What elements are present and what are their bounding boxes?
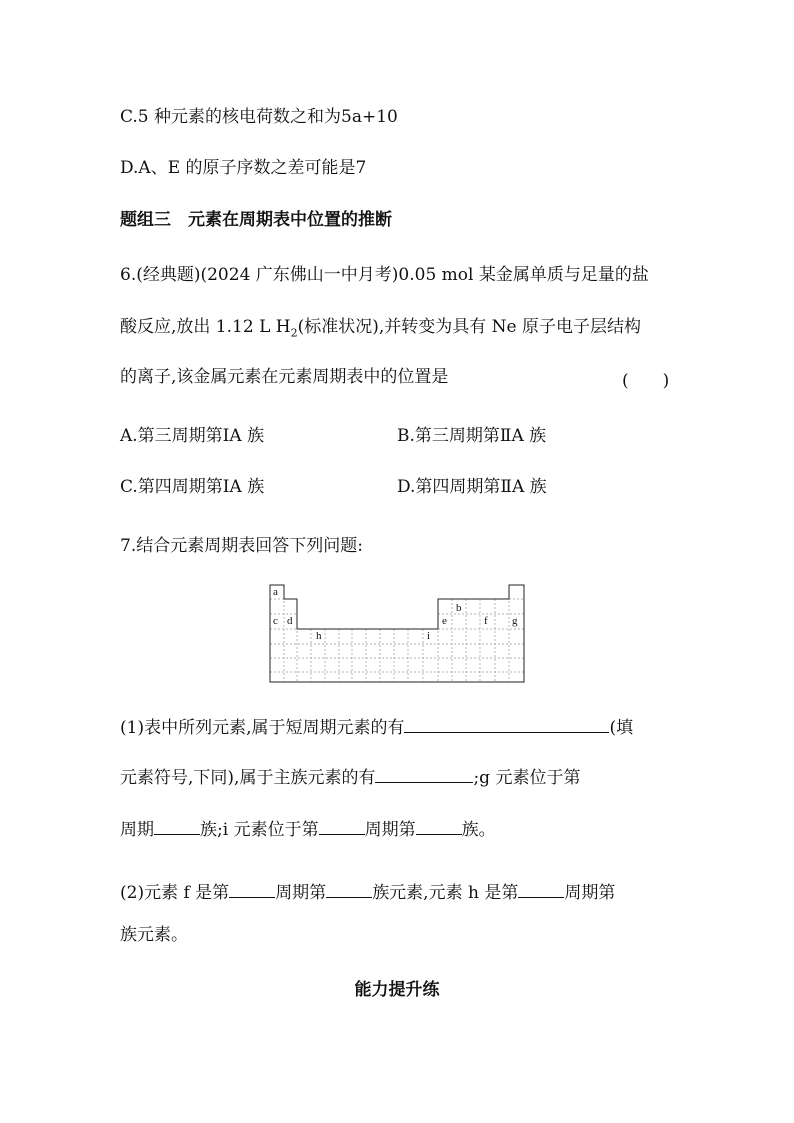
- p2-text-a2: 周期第: [275, 883, 327, 903]
- p1-text-c2: 族;i 元素位于第: [200, 820, 319, 840]
- p1-text-c1: 周期: [120, 820, 154, 840]
- p1-text-c3: 周期第: [364, 820, 416, 840]
- periodic-table-diagram: [266, 582, 528, 686]
- table-dashed-grid: [270, 585, 524, 682]
- answer-blank[interactable]: [154, 818, 200, 835]
- option-c-line: C.5 种元素的核电荷数之和为5a+10: [120, 107, 398, 127]
- answer-blank[interactable]: [375, 766, 473, 783]
- section-heading: 能力提升练: [354, 980, 440, 1000]
- p1-text-c4: 族。: [461, 820, 496, 840]
- option-d-line: D.A、E 的原子序数之差可能是7: [120, 158, 367, 178]
- p1-text-b2: ;g 元素位于第: [473, 768, 581, 788]
- answer-blank[interactable]: [326, 881, 372, 898]
- element-h: h: [316, 630, 322, 642]
- element-b: b: [456, 602, 462, 614]
- q7-part1-line3: [120, 818, 496, 841]
- q6-line-2: [120, 316, 641, 344]
- q7-part1-line1: [120, 716, 633, 739]
- answer-blank[interactable]: [518, 881, 564, 898]
- p2-text-a3: 族元素,元素 h 是第: [372, 883, 519, 903]
- q7-part1-line2: [120, 766, 580, 789]
- h2-subscript: 2: [290, 326, 298, 340]
- table-outline: [270, 585, 524, 682]
- p1-text-a2: (填: [609, 718, 634, 738]
- q6-option-b: B.第三周期第ⅡA 族: [397, 426, 547, 446]
- element-i: i: [427, 630, 431, 642]
- q6-option-c: C.第四周期第ⅠA 族: [120, 477, 265, 497]
- p2-text-a4: 周期第: [564, 883, 616, 903]
- p2-text-a1: (2)元素 f 是第: [120, 883, 230, 903]
- element-c: c: [273, 615, 278, 627]
- q6-option-a: A.第三周期第ⅠA 族: [120, 426, 265, 446]
- answer-paren: ( ): [622, 371, 670, 391]
- q6-line-2a: 酸反应,放出 1.12 L H: [120, 317, 291, 337]
- q7-part2-line1: [120, 881, 615, 904]
- answer-blank[interactable]: [319, 818, 365, 835]
- q7-part2-line2: 族元素。: [120, 925, 188, 945]
- group-heading: 题组三 元素在周期表中位置的推断: [120, 210, 392, 230]
- q6-line-1: 6.(经典题)(2024 广东佛山一中月考)0.05 mol 某金属单质与足量的盐: [120, 265, 649, 285]
- p1-text-b1: 元素符号,下同),属于主族元素的有: [120, 768, 376, 788]
- q6-line-2b: (标准状况),并转变为具有 Ne 原子电子层结构: [297, 317, 642, 337]
- answer-blank[interactable]: [229, 881, 275, 898]
- element-e: e: [442, 615, 447, 627]
- answer-blank[interactable]: [404, 716, 609, 733]
- p1-text-a: (1)表中所列元素,属于短周期元素的有: [120, 718, 405, 738]
- q7-stem: 7.结合元素周期表回答下列问题:: [120, 536, 363, 556]
- q6-line-3: 的离子,该金属元素在元素周期表中的位置是: [120, 367, 449, 387]
- element-d: d: [287, 615, 293, 627]
- answer-blank[interactable]: [416, 818, 462, 835]
- element-f: f: [484, 615, 488, 627]
- q6-option-d: D.第四周期第ⅡA 族: [397, 477, 547, 497]
- element-g: g: [512, 615, 518, 627]
- element-a: a: [273, 586, 278, 598]
